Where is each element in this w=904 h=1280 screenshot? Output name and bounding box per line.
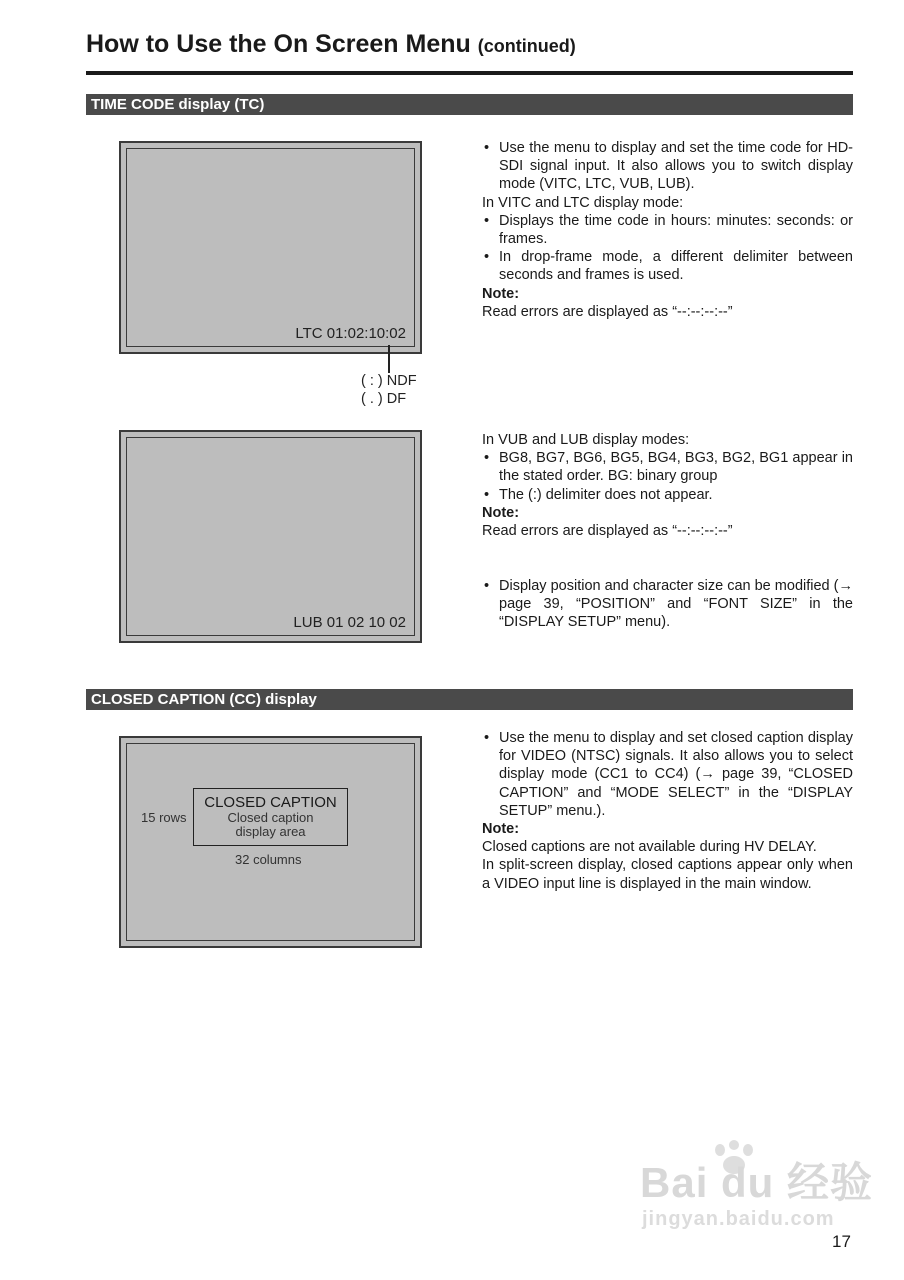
df-label: ( . ) DF (361, 391, 407, 407)
list-item: • Use the menu to display and set the time code for HD-SDI signal input. It also allows you to switch display mode (VITC, LTC, VUB, LUB). (482, 139, 853, 194)
ndf-label: ( : ) NDF (361, 373, 417, 389)
tc-text-block-3 (482, 577, 853, 632)
note-text: In split-screen display, closed captions appear only when a VIDEO input line is displayed in the main window. (482, 857, 853, 892)
cc-display-area (193, 788, 348, 846)
lub-timecode-label: LUB 01 02 10 02 (293, 614, 406, 631)
tc-screen-ltc-inner (126, 148, 415, 347)
note-label: Note: (482, 504, 520, 521)
vub-lub-intro: In VUB and LUB display modes: (482, 432, 690, 448)
cc-rows-label: 15 rows (141, 810, 187, 825)
cc-box-sub1: Closed caption (227, 810, 314, 825)
section-heading-cc: CLOSED CAPTION (CC) display (86, 689, 853, 710)
page-number: 17 (832, 1232, 851, 1251)
cc-columns-label: 32 columns (235, 852, 302, 867)
cc-text-block (482, 729, 853, 893)
note-text: Closed captions are not available during HV DELAY. (482, 839, 817, 856)
list-item: • Use the menu to display and set closed caption display for VIDEO (NTSC) signals. It also allows you to select display mode (CC1 to CC4) (→ page 39, “CLOSED CAPTION” and “MODE SELECT” in the “DISPLAY SETUP” menu.). (482, 729, 853, 820)
ltc-timecode-label: LTC 01:02:10:02 (295, 325, 406, 342)
tc-text-block-2 (482, 431, 853, 540)
note-label: Note: (482, 285, 520, 302)
page-title-text: How to Use the On Screen Menu (86, 30, 471, 58)
list-item: • The (:) delimiter does not appear. (482, 486, 853, 504)
watermark-brand: Bai du 经验 (640, 1159, 874, 1206)
section-heading-tc: TIME CODE display (TC) (86, 94, 853, 115)
vitc-ltc-intro: In VITC and LTC display mode: (482, 194, 684, 211)
cc-box-title: CLOSED CAPTION (204, 794, 337, 811)
delimiter-pointer-line (388, 345, 390, 373)
tc-screen-lub-inner (126, 437, 415, 636)
tc-screen-ltc (119, 141, 422, 354)
note-text: Read errors are displayed as “--:--:--:--” (482, 523, 733, 540)
list-item: • Display position and character size can be modified (→ page 39, “POSITION” and “FONT SIZE” in the “DISPLAY SETUP” menu). (482, 577, 853, 632)
tc-text-block-1 (482, 139, 853, 321)
watermark-url: jingyan.baidu.com (642, 1208, 835, 1230)
list-item: • In drop-frame mode, a different delimiter between seconds and frames is used. (482, 248, 853, 284)
tc-screen-lub (119, 430, 422, 643)
page-title-continued: (continued) (477, 36, 576, 56)
list-item: • Displays the time code in hours: minutes: seconds: or frames. (482, 212, 853, 248)
cc-screen (119, 736, 422, 948)
note-text: Read errors are displayed as “--:--:--:--” (482, 303, 733, 320)
list-item: • BG8, BG7, BG6, BG5, BG4, BG3, BG2, BG1 appear in the stated order. BG: binary group (482, 449, 853, 485)
title-rule (86, 71, 853, 75)
note-label: Note: (482, 821, 520, 838)
cc-box-sub2: display area (235, 824, 306, 839)
page-title (86, 30, 576, 59)
